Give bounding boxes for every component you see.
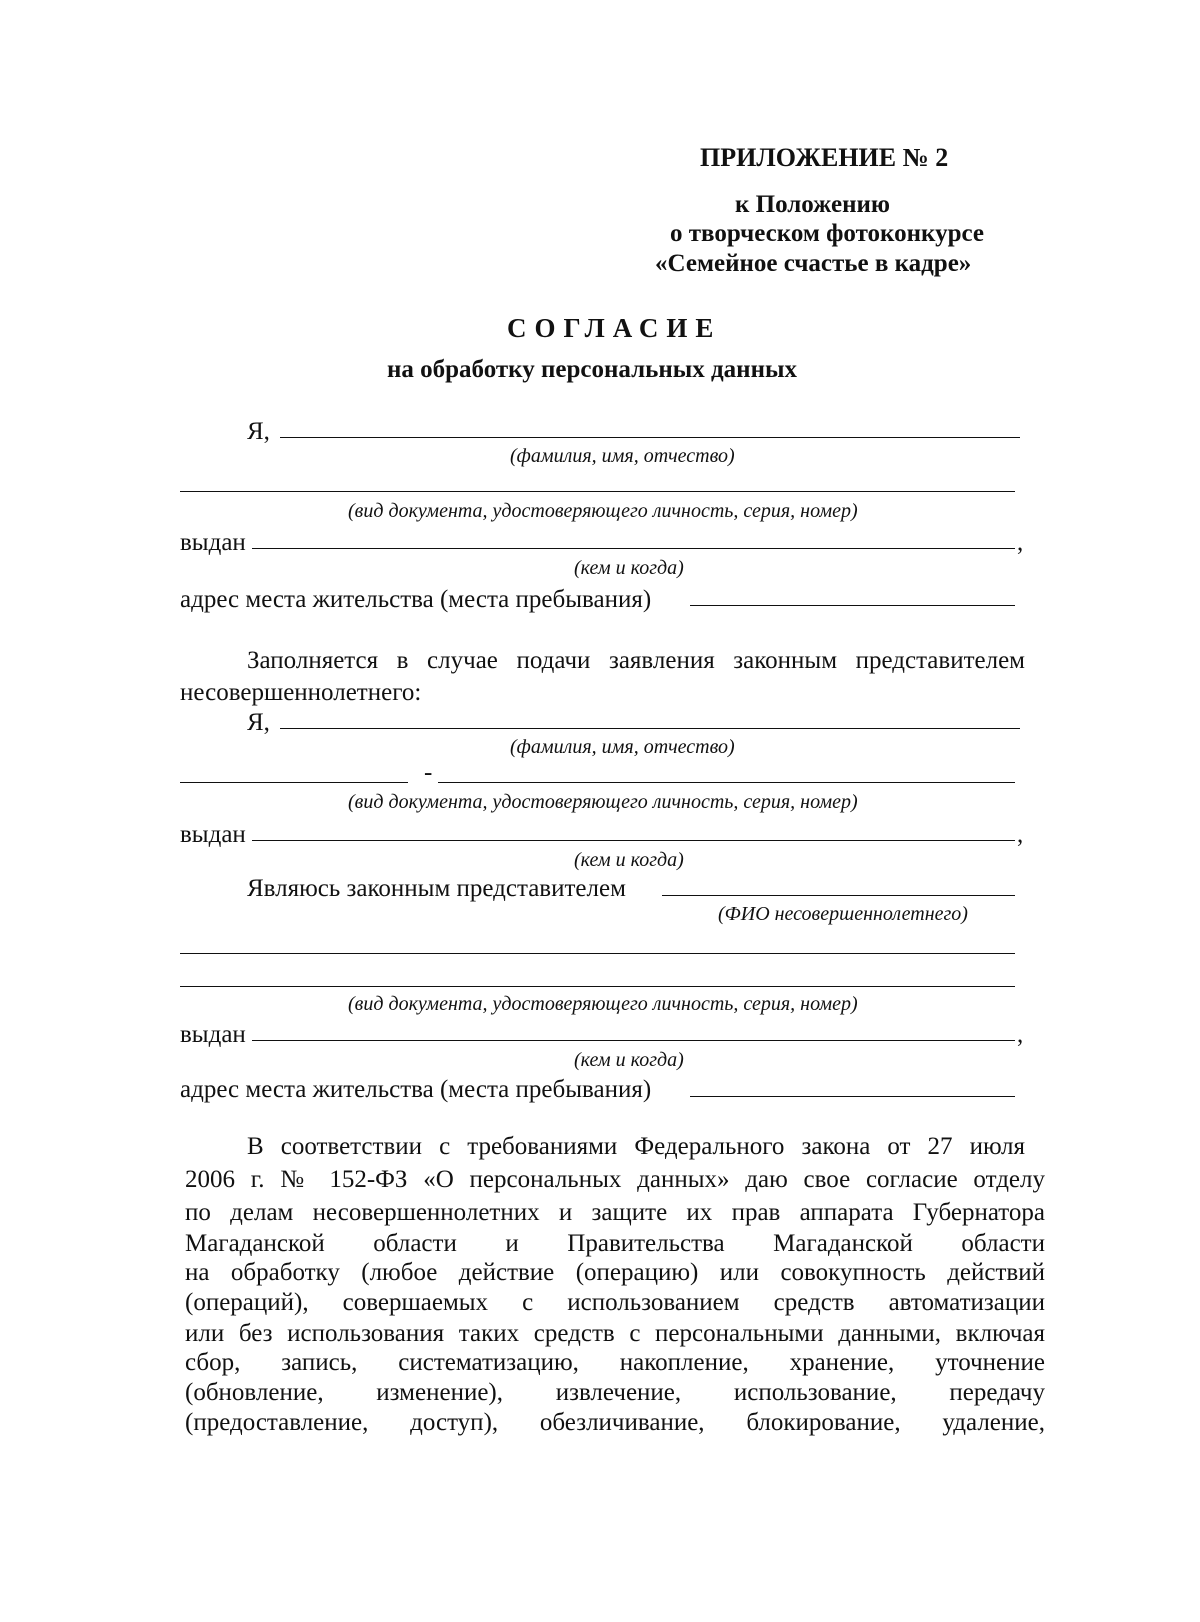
guardian-document-hint: (вид документа, удостоверяющего личность, серия, номер) (348, 791, 858, 813)
guardian-document-number-field[interactable] (438, 782, 1015, 783)
guardian-fio-hint: (фамилия, имя, отчество) (510, 736, 735, 758)
guardian-intro-line-1: Заполняется в случае подачи заявления законным представителем (247, 647, 1025, 674)
document-subtitle: на обработку персональных данных (387, 356, 797, 383)
body-line-5: на обработку (любое действие (операцию) или совокупность действий (185, 1259, 1045, 1286)
applicant-i-label: Я, (247, 418, 270, 445)
guardian-issued-field[interactable] (252, 840, 1015, 841)
representative-label: Являюсь законным представителем (247, 875, 626, 902)
applicant-document-field[interactable] (180, 491, 1015, 492)
body-line-6: (операций), совершаемых с использованием средств автоматизации (185, 1289, 1045, 1316)
to-regulation-line: к Положению (735, 191, 890, 218)
body-line-7: или без использования таких средств с персональными данными, включая (185, 1320, 1045, 1347)
applicant-address-field[interactable] (690, 605, 1015, 606)
applicant-fio-field[interactable] (280, 437, 1020, 438)
minor-issued-comma: , (1017, 1021, 1024, 1048)
minor-document-hint: (вид документа, удостоверяющего личность, серия, номер) (348, 993, 858, 1015)
body-line-2: 2006 г. № 152-ФЗ «О персональных данных» даю свое согласие отделу (185, 1166, 1045, 1193)
minor-document-field-1[interactable] (180, 953, 1015, 954)
minor-fio-field[interactable] (662, 895, 1015, 896)
applicant-fio-hint: (фамилия, имя, отчество) (510, 445, 735, 467)
minor-address-label: адрес места жительства (места пребывания) (180, 1076, 652, 1103)
about-contest-line: о творческом фотоконкурсе (670, 220, 984, 247)
minor-fio-hint: (ФИО несовершеннолетнего) (718, 903, 968, 925)
guardian-intro-line-2: несовершеннолетнего: (180, 679, 422, 706)
body-line-9: (обновление, изменение), извлечение, использование, передачу (185, 1379, 1045, 1406)
body-line-1: В соответствии с требованиями Федерального закона от 27 июля (247, 1133, 1025, 1160)
contest-name-line: «Семейное счастье в кадре» (655, 250, 972, 277)
minor-address-field[interactable] (690, 1096, 1015, 1097)
applicant-issued-field[interactable] (252, 548, 1015, 549)
guardian-issued-hint: (кем и когда) (574, 849, 684, 871)
guardian-fio-field[interactable] (280, 728, 1020, 729)
applicant-issued-label: выдан (180, 529, 246, 556)
appendix-title: ПРИЛОЖЕНИЕ № 2 (700, 143, 949, 172)
applicant-issued-comma: , (1017, 529, 1024, 556)
minor-issued-hint: (кем и когда) (574, 1049, 684, 1071)
guardian-i-label: Я, (247, 709, 270, 736)
guardian-document-series-field[interactable] (180, 782, 408, 783)
body-line-3: по делам несовершеннолетних и защите их прав аппарата Губернатора (185, 1199, 1045, 1226)
guardian-document-dash: - (424, 759, 433, 786)
applicant-address-label: адрес места жительства (места пребывания) (180, 586, 652, 613)
minor-issued-label: выдан (180, 1021, 246, 1048)
applicant-issued-hint: (кем и когда) (574, 557, 684, 579)
guardian-issued-comma: , (1017, 821, 1024, 848)
guardian-issued-label: выдан (180, 821, 246, 848)
minor-document-field-2[interactable] (180, 986, 1015, 987)
body-line-8: сбор, запись, систематизацию, накопление, хранение, уточнение (185, 1349, 1045, 1376)
minor-issued-field[interactable] (252, 1040, 1015, 1041)
document-title: СОГЛАСИЕ (507, 313, 722, 343)
body-line-4: Магаданской области и Правительства Магаданской области (185, 1230, 1045, 1257)
applicant-document-hint: (вид документа, удостоверяющего личность, серия, номер) (348, 500, 858, 522)
body-line-10: (предоставление, доступ), обезличивание, блокирование, удаление, (185, 1409, 1045, 1436)
